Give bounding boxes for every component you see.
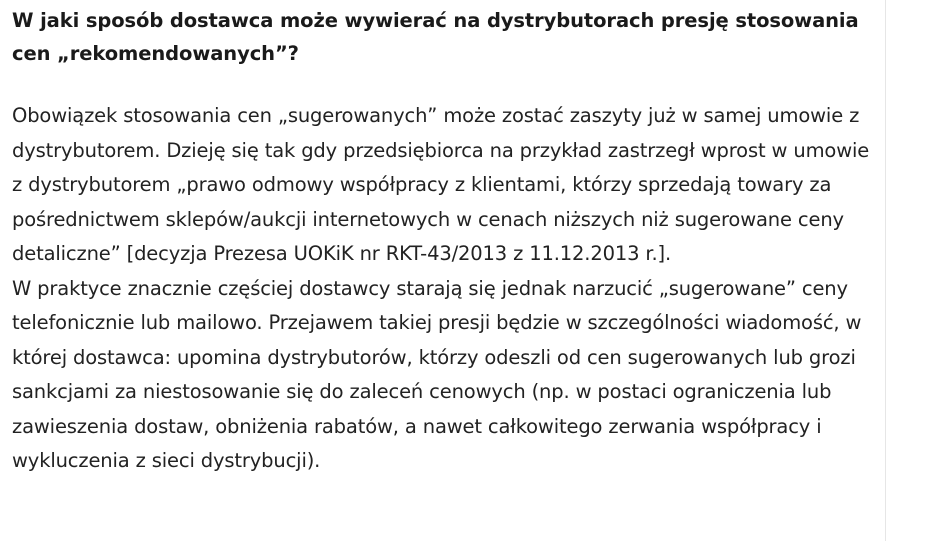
article-paragraph-1: Obowiązek stosowania cen „sugerowanych” może zostać zaszyty już w samej umowie z dystrybutorem. Dzieję się tak gdy przedsiębiorca na przykład zastrzegł wprost w umowie z dystrybutorem „prawo odmowy współpracy z klientami, którzy sprzedają towary za pośrednictwem sklepów/aukcji internetowych w cenach niższych niż sugerowane ceny detaliczne” [decyzja Prezesa UOKiK nr RKT-43/2013 z 11.12.2013 r.]. (12, 104, 870, 265)
article-heading: W jaki sposób dostawca może wywierać na dystrybutorach presję stosowania cen „rekomendowanych”? (12, 9, 859, 65)
article-paragraph-2: W praktyce znacznie częściej dostawcy starają się jednak narzucić „sugerowane” ceny telefonicznie lub mailowo. Przejawem takiej presji będzie w szczególności wiadomość, w której dostawca: upomina dystrybutorów, którzy odeszli od cen sugerowanych lub grozi sankcjami za niestosowanie się do zaleceń cenowych (np. w postaci ograniczenia lub zawieszenia dostaw, obniżenia rabatów, a nawet całkowitego zerwania współpracy i wykluczenia z sieci dystrybucji). (12, 276, 862, 472)
article-content (12, 4, 882, 479)
sidebar-divider (885, 0, 886, 541)
